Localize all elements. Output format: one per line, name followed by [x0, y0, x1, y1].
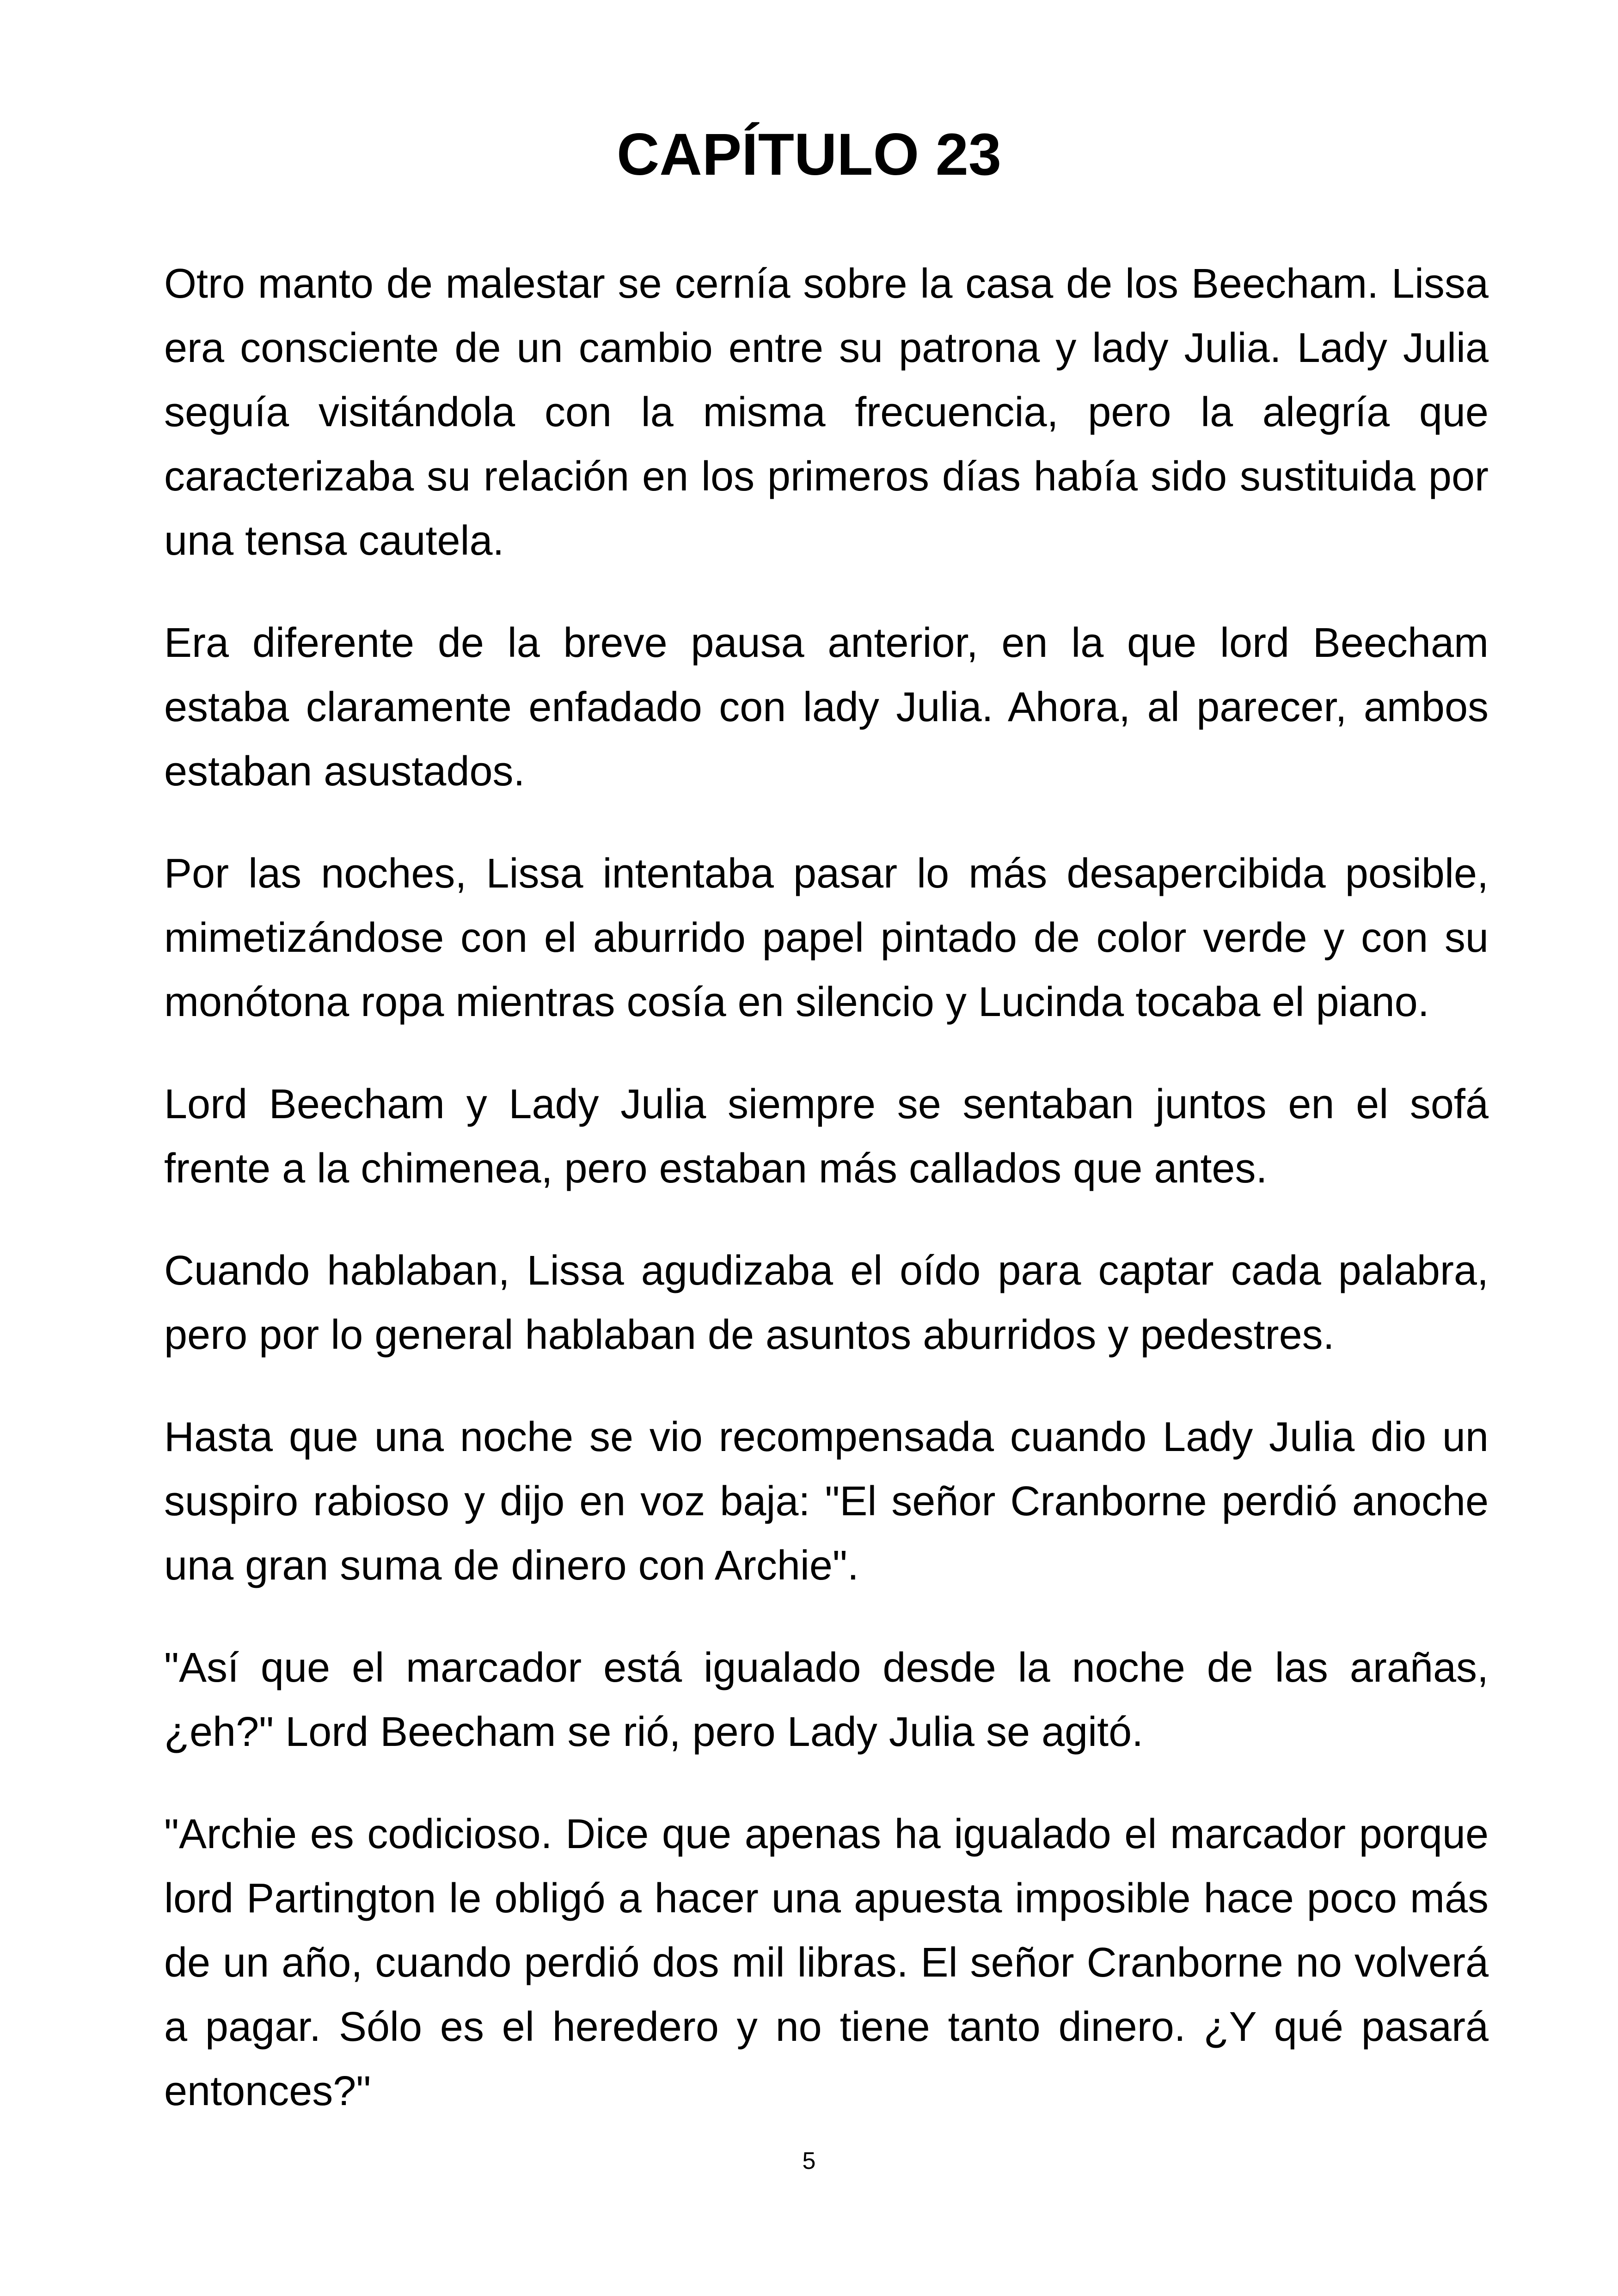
paragraph-5: Cuando hablaban, Lissa agudizaba el oído para captar cada palabra, pero por lo general hablaban de asuntos aburridos y pedestres. — [164, 1248, 1489, 1358]
chapter-title: CAPÍTULO 23 — [616, 122, 1002, 188]
paragraph-1: Otro manto de malestar se cernía sobre la casa de los Beecham. Lissa era consciente de un cambio entre su patrona y lady Julia. Lady Julia seguía visitándola con la misma frecuencia, pero la alegría que caracterizaba su relación en los primeros días había sido sustituida por una tensa cautela. — [164, 261, 1489, 564]
paragraph-8: "Archie es codicioso. Dice que apenas ha igualado el marcador porque lord Partington le obligó a hacer una apuesta imposible hace poco más de un año, cuando perdió dos mil libras. El señor Cranborne no volverá a pagar. Sólo es el heredero y no tiene tanto dinero. ¿Y qué pasará entonces?" — [164, 1811, 1489, 2114]
page-number: 5 — [802, 2148, 816, 2174]
paragraph-7: "Así que el marcador está igualado desde la noche de las arañas, ¿eh?" Lord Beecham se rió, pero Lady Julia se agitó. — [164, 1645, 1489, 1755]
paragraph-4: Lord Beecham y Lady Julia siempre se sentaban juntos en el sofá frente a la chimenea, pero estaban más callados que antes. — [164, 1081, 1489, 1192]
paragraph-3: Por las noches, Lissa intentaba pasar lo más desapercibida posible, mimetizándose con el aburrido papel pintado de color verde y con su monótona ropa mientras cosía en silencio y Lucinda tocaba el piano. — [164, 851, 1489, 1025]
paragraph-6: Hasta que una noche se vio recompensada cuando Lady Julia dio un suspiro rabioso y dijo en voz baja: "El señor Cranborne perdió anoche una gran suma de dinero con Archie". — [164, 1414, 1489, 1589]
paragraph-2: Era diferente de la breve pausa anterior, en la que lord Beecham estaba claramente enfadado con lady Julia. Ahora, al parecer, ambos estaban asustados. — [164, 620, 1489, 795]
body-text — [164, 252, 1489, 2161]
